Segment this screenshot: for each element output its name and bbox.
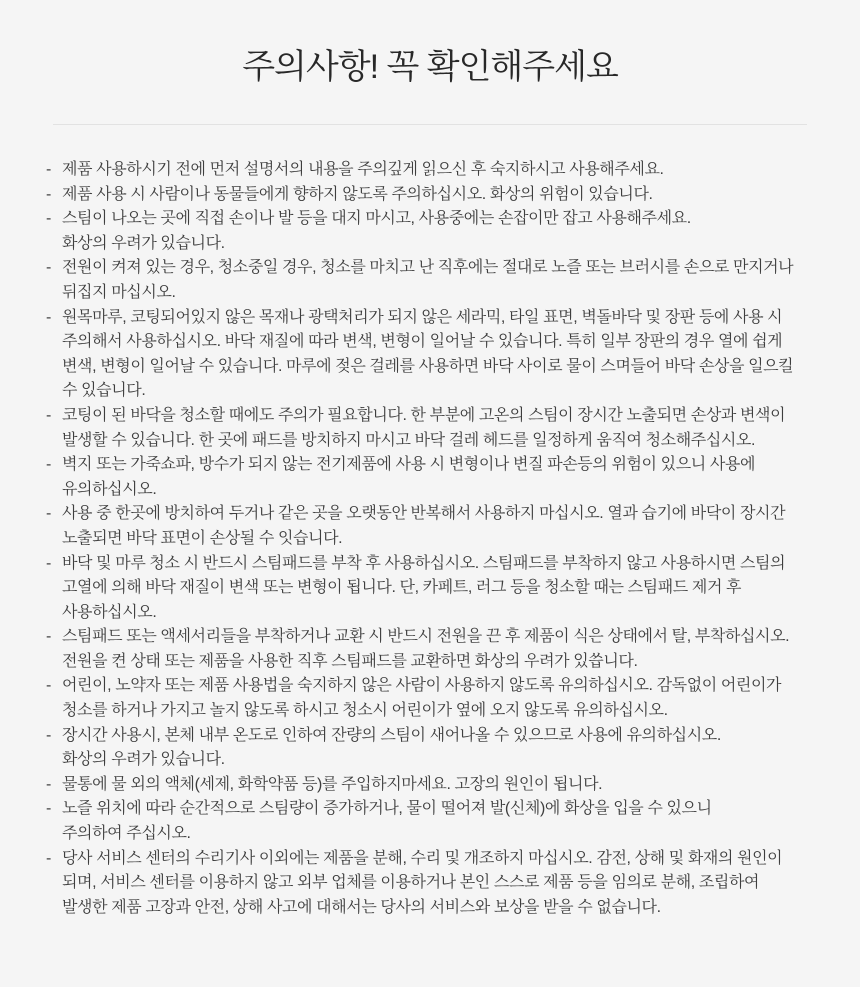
caution-list [0,125,860,920]
list-item [46,256,816,305]
list-item [46,625,816,674]
item-text [62,158,816,183]
list-item [46,183,816,208]
page-title: 주의사항! 꼭 확인해주세요 [242,48,618,86]
bullet-dash: - [46,677,51,695]
text-line: 청소를 하거나 가지고 놀지 않도록 하시고 청소시 어린이가 옆에 오지 않도록 유의하십시오. [62,702,668,720]
item-text [62,797,816,846]
item-text [62,625,816,674]
bullet-dash: - [46,456,51,474]
text-line: 발생할 수 있습니다. 한 곳에 패드를 방치하지 마시고 바닥 걸레 헤드를 일정하게 움직여 청소해주십시오. [62,431,756,449]
text-line: 변색, 변형이 일어날 수 있습니다. 마루에 젖은 걸레를 사용하면 바닥 사이로 물이 스며들어 바닥 손상을 일으킬 [62,357,794,375]
text-line: 장시간 사용시, 본체 내부 온도로 인하여 잔량의 스팀이 새어나올 수 있으므로 사용에 유의하십시오. [62,726,721,744]
item-text [62,724,816,773]
item-text [62,773,816,798]
bullet-dash: - [46,259,51,277]
text-line: 바닥 및 마루 청소 시 반드시 스팀패드를 부착 후 사용하십시오. 스팀패드를 부착하지 않고 사용하시면 스팀의 [62,554,786,572]
text-line: 주의하여 주십시오. [62,825,191,843]
list-item [46,158,816,183]
text-line: 스팀이 나오는 곳에 직접 손이나 발 등을 대지 마시고, 사용중에는 손잡이만 잡고 사용해주세요. [62,210,691,228]
text-line: 유의하십시오. [62,480,157,498]
item-text [62,847,816,921]
bullet-dash: - [46,210,51,228]
item-text [62,552,816,626]
text-line: 전원을 켠 상태 또는 제품을 사용한 직후 스팀패드를 교환하면 화상의 우려가 있씁니다. [62,652,638,670]
item-text [62,306,816,404]
text-line: 당사 서비스 센터의 수리기사 이외에는 제품을 분해, 수리 및 개조하지 마십시오. 감전, 상해 및 화재의 원인이 [62,849,783,867]
list-item [46,797,816,846]
bullet-dash: - [46,505,51,523]
list-item [46,306,816,404]
list-item [46,847,816,921]
item-text [62,256,816,305]
list-item [46,724,816,773]
text-line: 화상의 우려가 있습니다. [62,751,225,769]
text-line: 고열에 의해 바닥 재질이 변색 또는 변형이 됩니다. 단, 카페트, 러그 등을 청소할 때는 스팀패드 제거 후 [62,579,742,597]
text-line: 물통에 물 외의 액체(세제, 화학약품 등)를 주입하지마세요. 고장의 원인이 됩니다. [62,775,603,793]
text-line: 스팀패드 또는 액세서리들을 부착하거나 교환 시 반드시 전원을 끈 후 제품이 식은 상태에서 탈, 부착하십시오. [62,628,790,646]
text-line: 수 있습니다. [62,382,146,400]
text-line: 발생한 제품 고장과 안전, 상해 사고에 대해서는 당사의 서비스와 보상을 받을 수 없습니다. [62,898,661,916]
list-item [46,773,816,798]
text-line: 전원이 켜져 있는 경우, 청소중일 경우, 청소를 마치고 난 직후에는 절대로 노즐 또는 브러시를 손으로 만지거나 [62,259,794,277]
list-item [46,552,816,626]
text-line: 코팅이 된 바닥을 청소할 때에도 주의가 필요합니다. 한 부분에 고온의 스팀이 장시간 노출되면 손상과 변색이 [62,406,786,424]
bullet-dash: - [46,161,51,178]
text-line: 사용 중 한곳에 방치하여 두거나 같은 곳을 오랫동안 반복해서 사용하지 마십시오. 열과 습기에 바닥이 장시간 [62,505,786,523]
item-text [62,674,816,723]
item-text [62,183,816,208]
text-line: 되며, 서비스 센터를 이용하지 않고 외부 업체를 이용하거나 본인 스스로 제품 등을 임의로 분해, 조립하여 [62,874,760,892]
text-line: 뒤집지 마십시오. [62,283,176,301]
text-line: 주의해서 사용하십시오. 바닥 재질에 따라 변색, 변형이 일어날 수 있습니다. 특히 일부 장판의 경우 열에 쉽게 [62,333,783,351]
text-line: 노즐 위치에 따라 순간적으로 스팀량이 증가하거나, 물이 떨어져 발(신체)에 화상을 입을 수 있으니 [62,800,712,818]
text-line: 화상의 우려가 있습니다. [62,234,225,252]
text-line: 어린이, 노약자 또는 제품 사용법을 숙지하지 않은 사람이 사용하지 않도록 유의하십시오. 감독없이 어린이가 [62,677,782,695]
item-text [62,453,816,502]
item-text [62,502,816,551]
bullet-dash: - [46,849,51,867]
list-item [46,674,816,723]
text-line: 노출되면 바닥 표면이 손상될 수 잇습니다. [62,529,343,547]
bullet-dash: - [46,308,51,326]
text-line: 원목마루, 코팅되어있지 않은 목재나 광택처리가 되지 않은 세라믹, 타일 표면, 벽돌바닥 및 장판 등에 사용 시 [62,308,783,326]
bullet-dash: - [46,726,51,744]
list-item [46,502,816,551]
bullet-dash: - [46,775,51,793]
text-line: 제품 사용하시기 전에 먼저 설명서의 내용을 주의깊게 읽으신 후 숙지하시고 사용해주세요. [62,161,664,178]
bullet-dash: - [46,406,51,424]
item-text [62,404,816,453]
bullet-dash: - [46,185,51,203]
list-item [46,453,816,502]
bullet-dash: - [46,628,51,646]
text-line: 사용하십시오. [62,603,157,621]
item-text [62,207,816,256]
text-line: 제품 사용 시 사람이나 동물들에게 향하지 않도록 주의하십시오. 화상의 위험이 있습니다. [62,185,653,203]
text-line: 벽지 또는 가죽쇼파, 방수가 되지 않는 전기제품에 사용 시 변형이나 변질 파손등의 위험이 있으니 사용에 [62,456,756,474]
list-item [46,207,816,256]
list-item [46,404,816,453]
bullet-dash: - [46,554,51,572]
bullet-dash: - [46,800,51,818]
